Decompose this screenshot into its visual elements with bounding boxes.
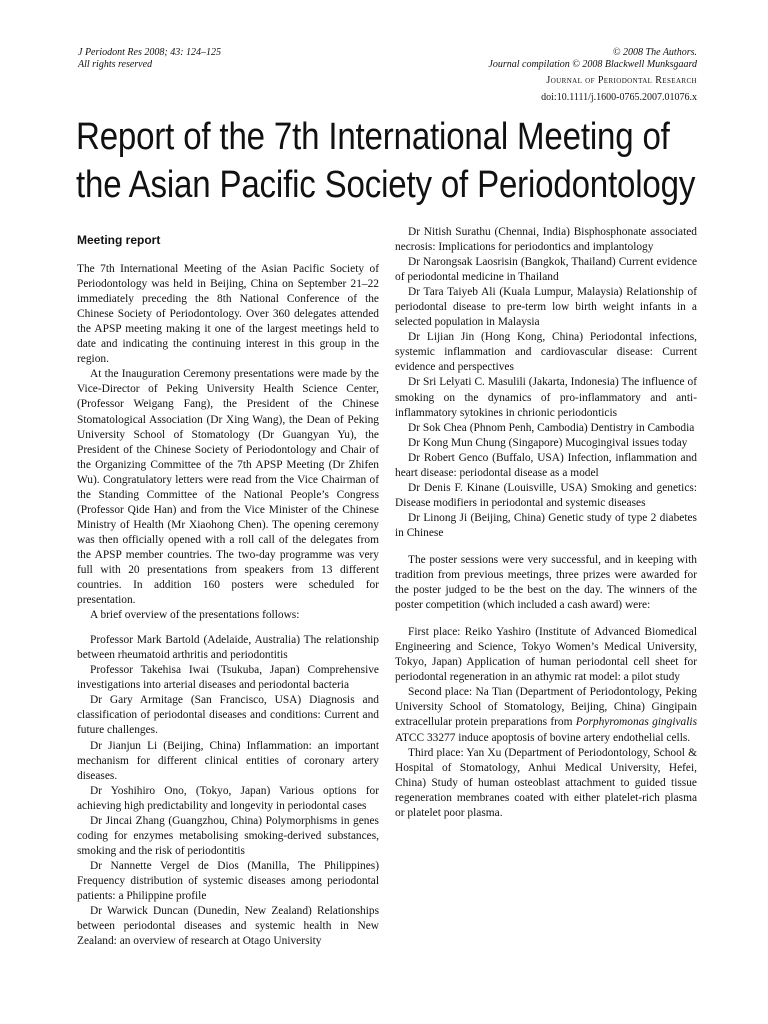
presentation-item: Dr Gary Armitage (San Francisco, USA) Diagnosis and classification of periodontal diseases and conditions: Current and future challenges. xyxy=(77,694,379,737)
presentation-item: Dr Narongsak Laosrisin (Bangkok, Thailand) Current evidence of periodontal medicine in Thailand xyxy=(395,256,697,284)
presentation-item: Dr Sok Chea (Phnom Penh, Cambodia) Dentistry in Cambodia xyxy=(408,421,695,434)
presentation-item: Dr Nitish Surathu (Chennai, India) Bisphosphonate associated necrosis: Implications for periodontics and implantology xyxy=(395,226,697,254)
presentation-item: Professor Takehisa Iwai (Tsukuba, Japan) Comprehensive investigations into arterial diseases and periodontal bacteria xyxy=(77,664,379,692)
intro-paragraph: The 7th International Meeting of the Asian Pacific Society of Periodontology was held in Beijing, China on September 21–22 immediately preceding the 8th National Conference of the Chinese Society of Periodontology. Over 360 delegates attended the APSP meeting making it one of the largest meetings held to date and indicating the continuing interest in this group in the region. xyxy=(77,263,379,366)
article-title xyxy=(76,113,696,209)
copyright-header xyxy=(397,47,697,71)
section-heading: Meeting report xyxy=(77,233,161,247)
presentation-item: Dr Robert Genco (Buffalo, USA) Infection, inflammation and heart disease: periodontal disease as a model xyxy=(395,451,697,479)
presentation-item: Dr Jincai Zhang (Guangzhou, China) Polymorphisms in genes coding for enzymes metabolising smoking-derived substances, smoking and the risk of periodontitis xyxy=(77,814,379,857)
poster-intro-paragraph: The poster sessions were very successful, and in keeping with tradition from previous meetings, three prizes were awarded for the poster judged to be the best on the day. The winners of the poster competition (which included a cash award) were: xyxy=(395,553,697,612)
citation-line: J Periodont Res 2008; 43: 124–125 xyxy=(78,47,222,58)
presentation-item: Dr Nannette Vergel de Dios (Manilla, The Philippines) Frequency distribution of systemic diseases among periodontal patients: a Philippine profile xyxy=(77,859,379,902)
presentation-item: Dr Sri Lelyati C. Masulili (Jakarta, Indonesia) The influence of smoking on the dynamics of pro-inflammatory and anti-inflammatory sytokines in chrionic periodonticis xyxy=(395,376,697,419)
right-column xyxy=(395,225,697,821)
journal-name: Journal of Periodontal Research xyxy=(546,75,697,86)
species-name: Porphyromonas gingivalis xyxy=(575,716,697,729)
copyright-line: © 2008 The Authors. xyxy=(612,47,697,58)
presentation-item: Dr Lijian Jin (Hong Kong, China) Periodontal infections, systemic inflammation and cardiovascular disease: Current evidence and perspectives xyxy=(395,331,697,374)
journal-header xyxy=(397,75,697,104)
spacer xyxy=(395,613,697,625)
title-line-2: the Asian Pacific Society of Periodontology xyxy=(76,164,696,206)
overview-paragraph: A brief overview of the presentations follows: xyxy=(90,609,300,622)
presentation-item: Dr Denis F. Kinane (Louisville, USA) Smoking and genetics: Disease modifiers in periodontal and systemic diseases xyxy=(395,481,697,509)
compilation-line: Journal compilation © 2008 Blackwell Munksgaard xyxy=(488,59,697,70)
third-prize: Third place: Yan Xu (Department of Periodontology, School & Hospital of Stomatology, Anhui Medical University, Hefei, China) Study of human osteoblast attachment to guided tissue regeneration membranes coated with either platelet-rich plasma or platelet poor plasma. xyxy=(395,746,697,819)
presentation-item: Dr Linong Ji (Beijing, China) Genetic study of type 2 diabetes in Chinese xyxy=(395,511,697,539)
title-line-1: Report of the 7th International Meeting of xyxy=(76,116,670,158)
ceremony-paragraph: At the Inauguration Ceremony presentations were made by the Vice-Director of Peking University Health Science Center, (Professor Weigang Fang), the President of the Chinese Stomatological Association (Dr Xing Wang), the Dean of Peking University School of Stomatology (Dr Guangyan Yu), the President of the Chinese Society of Periodontology and Chair of the Organizing Committee of the 7th APSP Meeting (Dr Zhifen Wu). Congratulatory letters were read from the Vice Chairman of the Standing Committee of the National People’s Congress (Professor Qide Han) and from the Vice Minister of the Chinese Ministry of Health (Mr Xiaohong Chen). The opening ceremony was then officially opened with a roll call of the delegates from the APSP member countries. The two-day programme was very full with 20 presentations from speakers from 13 different countries. In addition 160 posters were scheduled for presentation. xyxy=(77,368,379,607)
rights-line: All rights reserved xyxy=(78,59,153,70)
second-prize xyxy=(395,685,697,745)
presentation-item: Dr Yoshihiro Ono, (Tokyo, Japan) Various options for achieving high predictability and longevity in periodontal cases xyxy=(77,784,379,812)
second-prize-text: Second place: Na Tian (Department of Periodontology, Peking University School of Stomatology, Beijing, China) Gingipain extracellular protein preparations from xyxy=(395,686,697,729)
presentation-item: Dr Tara Taiyeb Ali (Kuala Lumpur, Malaysia) Relationship of periodontal disease to pre-term low birth weight infants in a selected population in Malaysia xyxy=(395,286,697,329)
doi-link[interactable]: doi:10.1111/j.1600-0765.2007.01076.x xyxy=(541,92,697,103)
left-column xyxy=(77,233,379,949)
presentation-item: Professor Mark Bartold (Adelaide, Australia) The relationship between rheumatoid arthritis and periodontitis xyxy=(77,634,379,662)
spacer xyxy=(77,623,379,633)
presentation-item: Dr Warwick Duncan (Dunedin, New Zealand) Relationships between periodontal diseases and systemic health in New Zealand: an overview of research at Otago University xyxy=(77,905,379,948)
spacer xyxy=(395,541,697,553)
citation-header xyxy=(78,47,221,71)
first-prize: First place: Reiko Yashiro (Institute of Advanced Biomedical Engineering and Science, Tokyo Women’s Medical University, Tokyo, Japan) Application of human periodontal cell sheet for periodontal regeneration in an athymic rat model: a pilot study xyxy=(395,626,697,684)
second-prize-text-end: ATCC 33277 induce apoptosis of bovine artery endothelial cells. xyxy=(395,731,691,744)
presentation-item: Dr Kong Mun Chung (Singapore) Mucogingival issues today xyxy=(408,436,688,449)
presentation-item: Dr Jianjun Li (Beijing, China) Inflammation: an important mechanism for different clinical entities of coronary artery diseases. xyxy=(77,739,379,782)
